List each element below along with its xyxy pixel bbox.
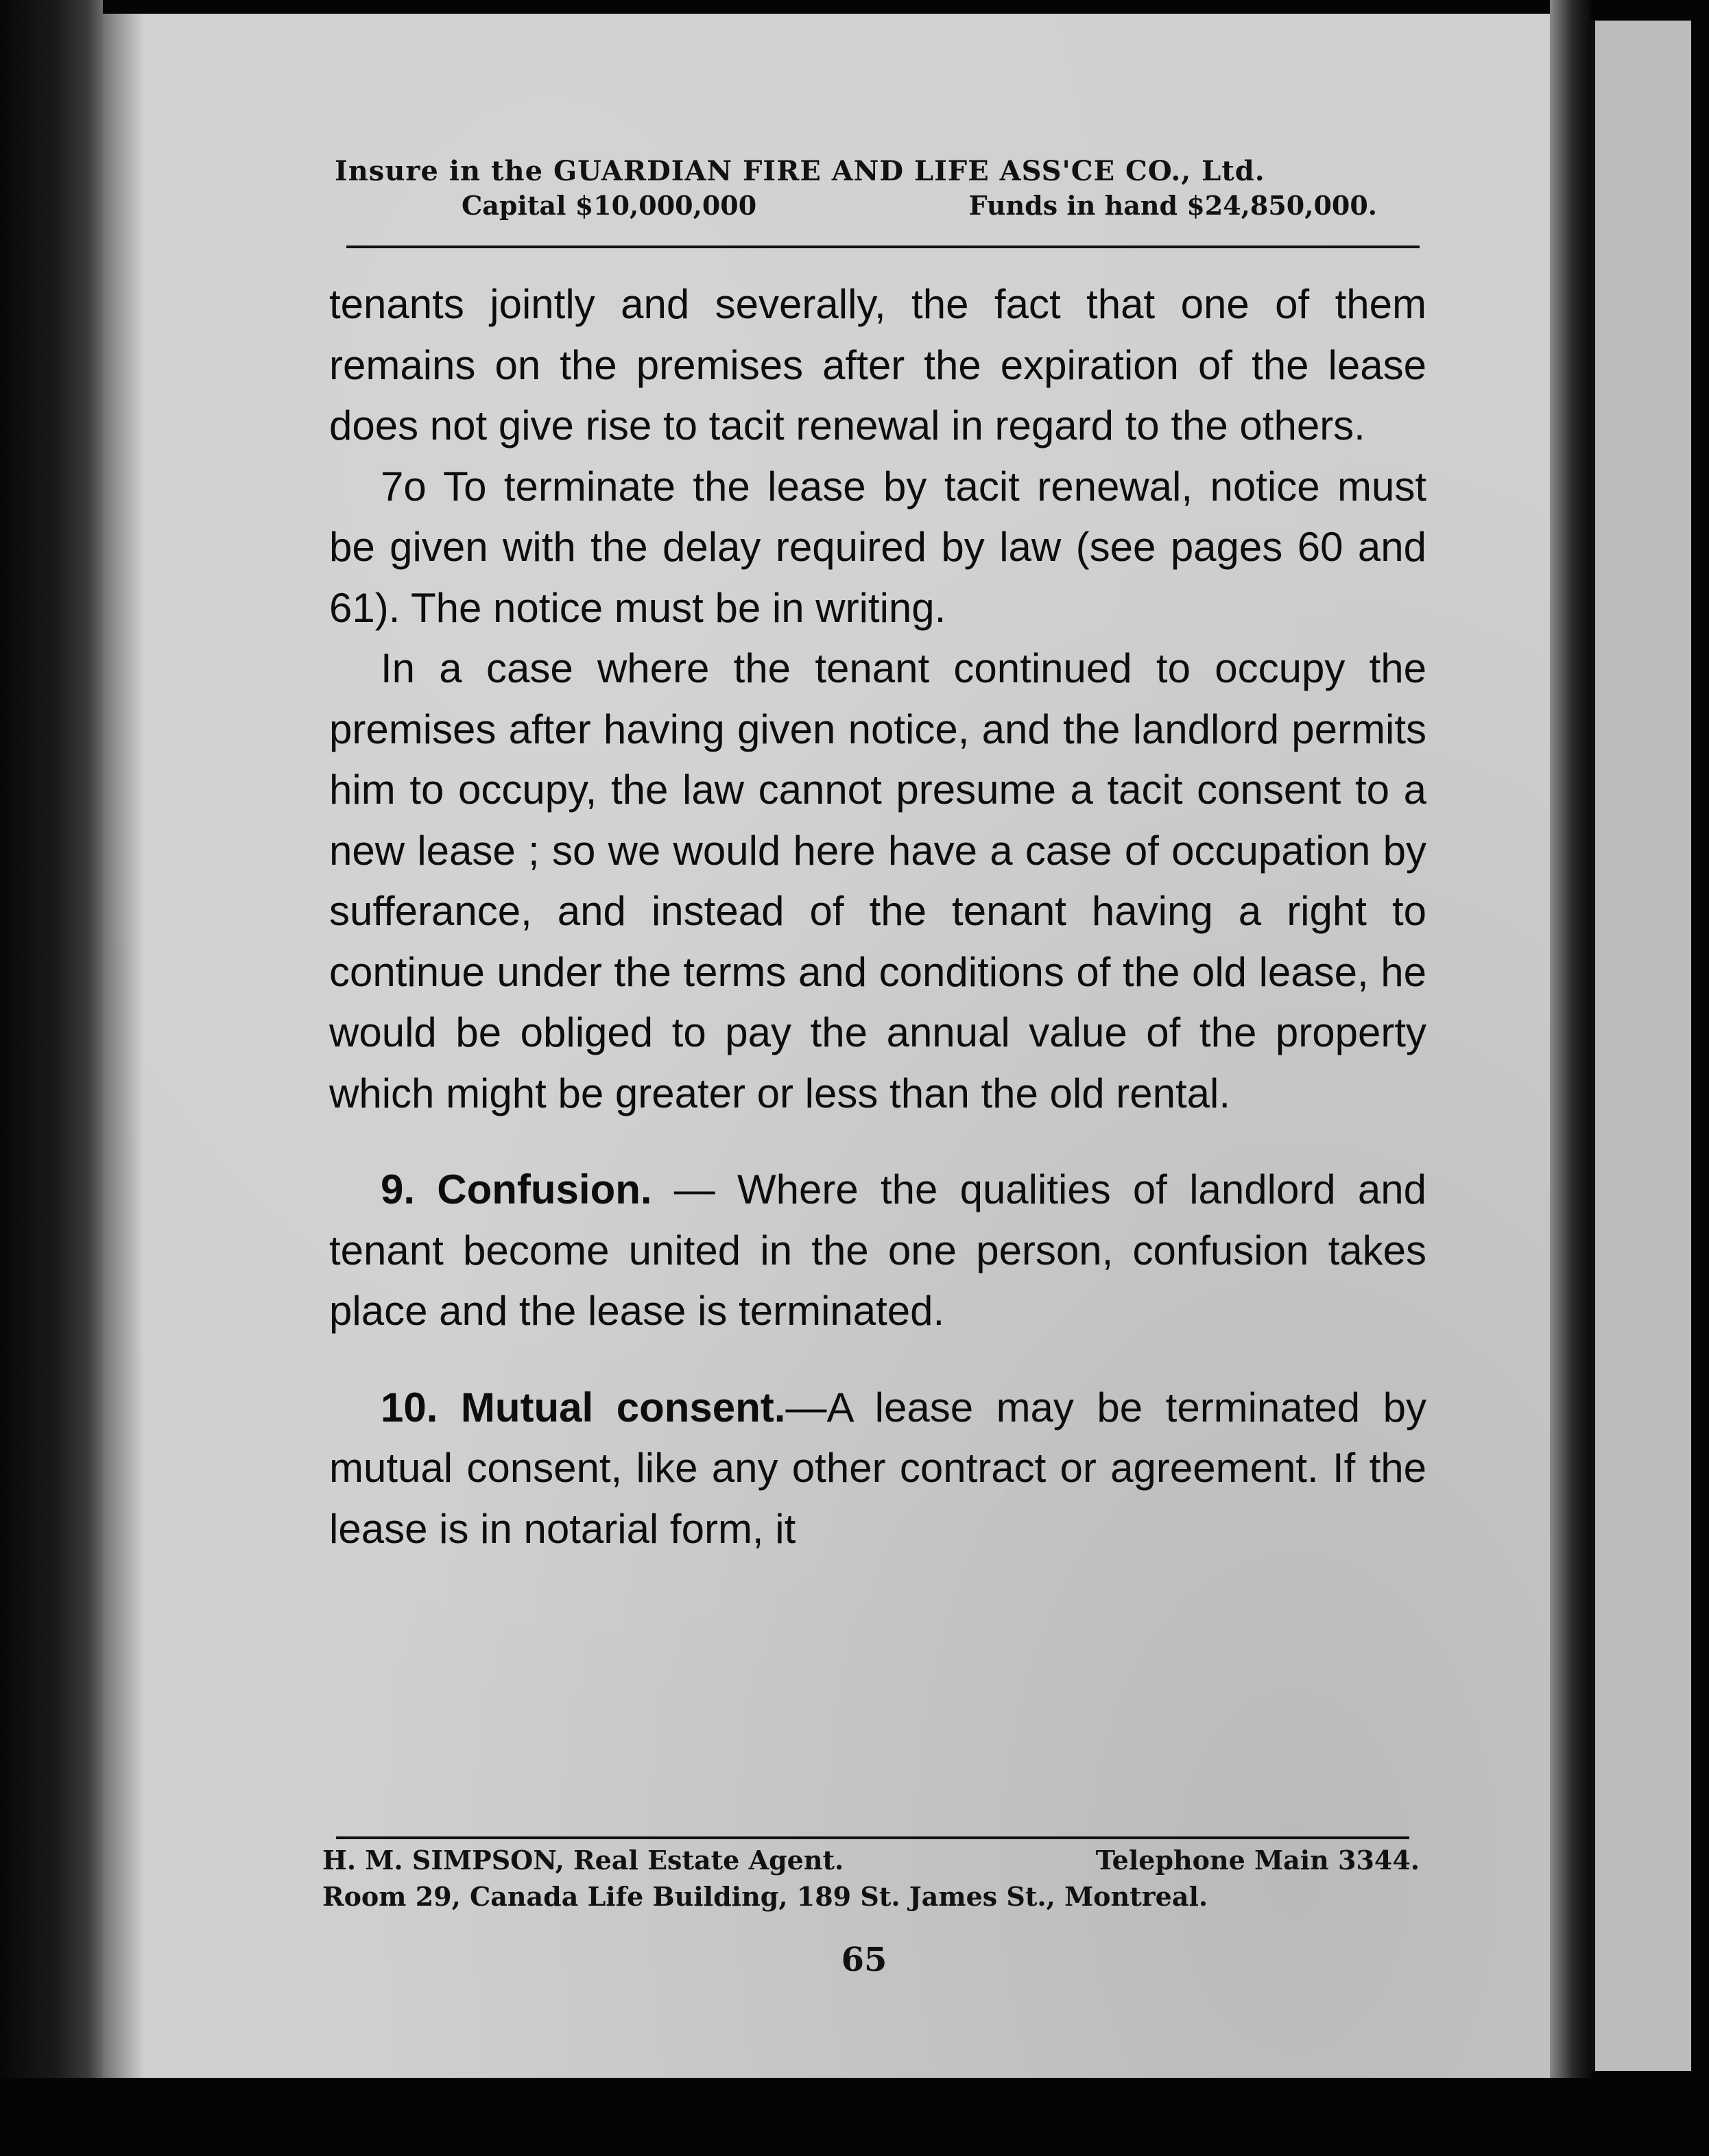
section-title: Confusion. <box>437 1166 652 1212</box>
section-text: — Where the qualities of landlord and tenant become united in the one person, confusion takes place and the lease is terminated. <box>329 1166 1427 1334</box>
page-body <box>329 274 1426 1559</box>
header-capital-line <box>335 190 1418 221</box>
header-funds: Funds in hand $24,850,000. <box>968 190 1377 221</box>
page-edge-shadow <box>103 14 144 2078</box>
footer-rule <box>336 1836 1409 1839</box>
paragraph-tenants-jointly: tenants jointly and severally, the fact that one of them remains on the premises after the expiration of the lease does not give rise to tacit renewal in regard to the others. <box>329 281 1426 448</box>
page-number: 65 <box>841 1941 887 1979</box>
section-title: Mutual consent. <box>460 1384 786 1430</box>
scan-bottom-border <box>0 2078 1709 2156</box>
header-rule <box>346 245 1420 248</box>
section-number: 9. <box>381 1166 416 1212</box>
paragraph-occupation-sufferance: In a case where the tenant continued to occupy the premises after having given notice, and the landlord permits him to occupy, the law cannot presume a tacit consent to a new lease ; so we would here have a case of occupation by sufferance, and instead of the tenant having a right to continue under the terms and conditions of the old lease, he would be obliged to pay the annual value of the property which might be greater or less than the old rental. <box>329 645 1426 1116</box>
footer-address: Room 29, Canada Life Building, 189 St. James St., Montreal. <box>322 1881 1208 1912</box>
paragraph-terminate-notice: 7o To terminate the lease by tacit renewal, notice must be given with the delay required by law (see pages 60 and 61). The notice must be in writing. <box>329 463 1426 631</box>
section-text: —A lease may be terminated by mutual consent, like any other contract or agreement. If the lease is in notarial form, it <box>329 1384 1426 1552</box>
adjacent-page-edge <box>1591 21 1691 2071</box>
scan-left-border <box>0 0 103 2156</box>
page-header-advertisement <box>335 155 1418 221</box>
section-confusion <box>329 1160 1426 1342</box>
section-number: 10. <box>381 1384 438 1430</box>
header-capital: Capital $10,000,000 <box>462 190 757 221</box>
section-mutual-consent <box>329 1378 1426 1560</box>
footer-telephone: Telephone Main 3344. <box>1095 1845 1420 1876</box>
page-footer-advertisement <box>322 1845 1420 1912</box>
footer-agent-line <box>322 1845 1420 1876</box>
footer-agent: H. M. SIMPSON, Real Estate Agent. <box>322 1845 844 1876</box>
header-insurance-line: Insure in the GUARDIAN FIRE AND LIFE ASS'CE CO., Ltd. <box>335 155 1265 187</box>
book-gutter <box>1550 0 1591 2156</box>
